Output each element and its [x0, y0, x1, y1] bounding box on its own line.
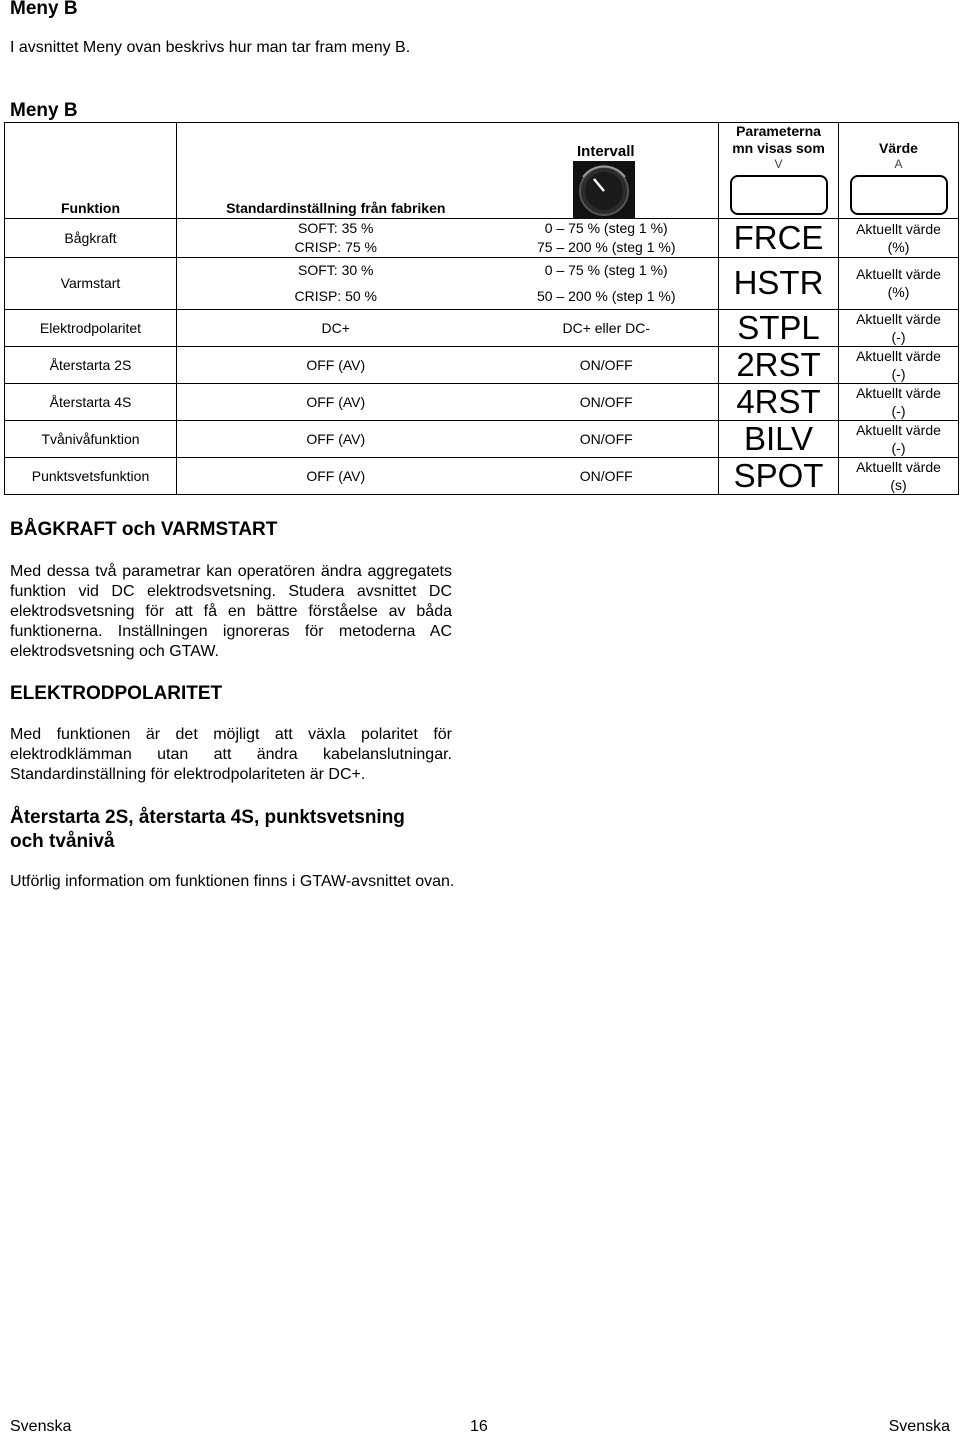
footer-page-number: 16 [470, 1418, 488, 1435]
int-cell: ON/OFF [495, 346, 719, 383]
lcd-display-icon [850, 175, 948, 215]
std-cell: CRISP: 50 % [177, 283, 495, 309]
value-line2: (-) [891, 402, 906, 419]
lcd-display-icon [730, 175, 828, 215]
section-text: Med dessa två parametrar kan operatören ändra aggregatets funktion vid DC elektrodsvetsning. Studera avsnittet DC elektrodsvetsning för att få en bättre förståelse av båda funktionerna. Inställningen ignoreras för metoderna AC elektrodsvetsning och GTAW. [10, 563, 452, 660]
rotary-knob-icon [573, 161, 635, 219]
int-cell: 0 – 75 % (steg 1 %) [495, 257, 719, 283]
int-cell: 0 – 75 % (steg 1 %) [495, 218, 719, 237]
std-cell: OFF (AV) [177, 420, 495, 457]
std-cell: OFF (AV) [177, 383, 495, 420]
std-cell: DC+ [177, 309, 495, 346]
table-row [5, 257, 177, 309]
value-cell [839, 383, 959, 420]
int-cell: ON/OFF [495, 420, 719, 457]
header-intervall-top [177, 123, 719, 200]
parametrar-line1: Parameterna [736, 123, 821, 139]
section-title: Meny B [10, 0, 78, 19]
value-line2: (-) [891, 439, 906, 456]
varde-header: Värde [879, 140, 918, 156]
value-line2: (%) [887, 284, 910, 300]
value-line1: Aktuellt värde [856, 310, 941, 327]
value-cell [839, 257, 959, 309]
section-text: Utförlig information om funktionen finns i GTAW-avsnittet ovan. [10, 873, 455, 890]
display-cell: SPOT [719, 457, 839, 494]
header-funktion: Funktion [5, 199, 177, 218]
value-cell [839, 457, 959, 494]
funktion-cell: Elektrodpolaritet [5, 309, 177, 346]
value-line1: Aktuellt värde [856, 458, 941, 475]
section-heading-line2: och tvånivå [10, 831, 115, 852]
std-cell: OFF (AV) [177, 346, 495, 383]
std-cell: OFF (AV) [177, 457, 495, 494]
header-parametrar [719, 123, 839, 200]
value-line2: (-) [891, 328, 906, 345]
value-cell [839, 420, 959, 457]
section-heading: BÅGKRAFT och VARMSTART [10, 519, 278, 540]
section-heading-line1: Återstarta 2S, återstarta 4S, punktsvetsning [10, 807, 405, 828]
display-cell: 4RST [719, 383, 839, 420]
int-cell: 75 – 200 % (steg 1 %) [495, 237, 719, 257]
parametrar-unit: V [774, 157, 783, 171]
section-heading [10, 806, 405, 854]
intro-text: I avsnittet Meny ovan beskrivs hur man tar fram meny B. [10, 39, 411, 56]
value-cell [839, 218, 959, 257]
intervall-header: Intervall [577, 143, 635, 160]
value-line2: (s) [890, 476, 907, 493]
footer-right: Svenska [888, 1418, 950, 1435]
display-cell: BILV [719, 420, 839, 457]
funktion-cell: Återstarta 2S [5, 346, 177, 383]
section-text: Med funktionen är det möjligt att växla polaritet för elektrodklämman utan att ändra kabelanslutningar. Standardinställning för elektrodpolariteten är DC+. [10, 726, 452, 783]
int-cell: 50 – 200 % (step 1 %) [495, 283, 719, 309]
header-varde [839, 123, 959, 200]
display-cell: 2RST [719, 346, 839, 383]
table-row [5, 218, 177, 257]
int-cell: ON/OFF [495, 383, 719, 420]
int-cell: ON/OFF [495, 457, 719, 494]
int-cell: DC+ eller DC- [495, 309, 719, 346]
display-cell: FRCE [719, 218, 839, 257]
value-cell [839, 346, 959, 383]
menu-b-table [4, 122, 959, 495]
value-cell [839, 309, 959, 346]
value-line1: Aktuellt värde [856, 266, 941, 282]
display-cell: HSTR [719, 257, 839, 309]
funktion-cell: Bågkraft [64, 229, 117, 246]
std-cell: SOFT: 35 % [177, 218, 495, 237]
value-line1: Aktuellt värde [856, 384, 941, 401]
parametrar-line2: mn visas som [732, 140, 825, 156]
value-line1: Aktuellt värde [856, 220, 941, 237]
std-cell: CRISP: 75 % [177, 237, 495, 257]
section-heading: ELEKTRODPOLARITET [10, 683, 223, 704]
header-funktion-top [5, 123, 177, 200]
funktion-cell: Varmstart [60, 275, 121, 291]
value-line2: (%) [887, 238, 910, 255]
table-title: Meny B [10, 100, 78, 121]
funktion-cell: Punktsvetsfunktion [5, 457, 177, 494]
value-line1: Aktuellt värde [856, 421, 941, 438]
funktion-cell: Tvånivåfunktion [5, 420, 177, 457]
funktion-cell: Återstarta 4S [5, 383, 177, 420]
varde-unit: A [894, 157, 903, 171]
header-standard: Standardinställning från fabriken [177, 199, 495, 218]
value-line1: Aktuellt värde [856, 347, 941, 364]
std-cell: SOFT: 30 % [177, 257, 495, 283]
footer-left: Svenska [10, 1418, 72, 1435]
value-line2: (-) [891, 365, 906, 382]
display-cell: STPL [719, 309, 839, 346]
